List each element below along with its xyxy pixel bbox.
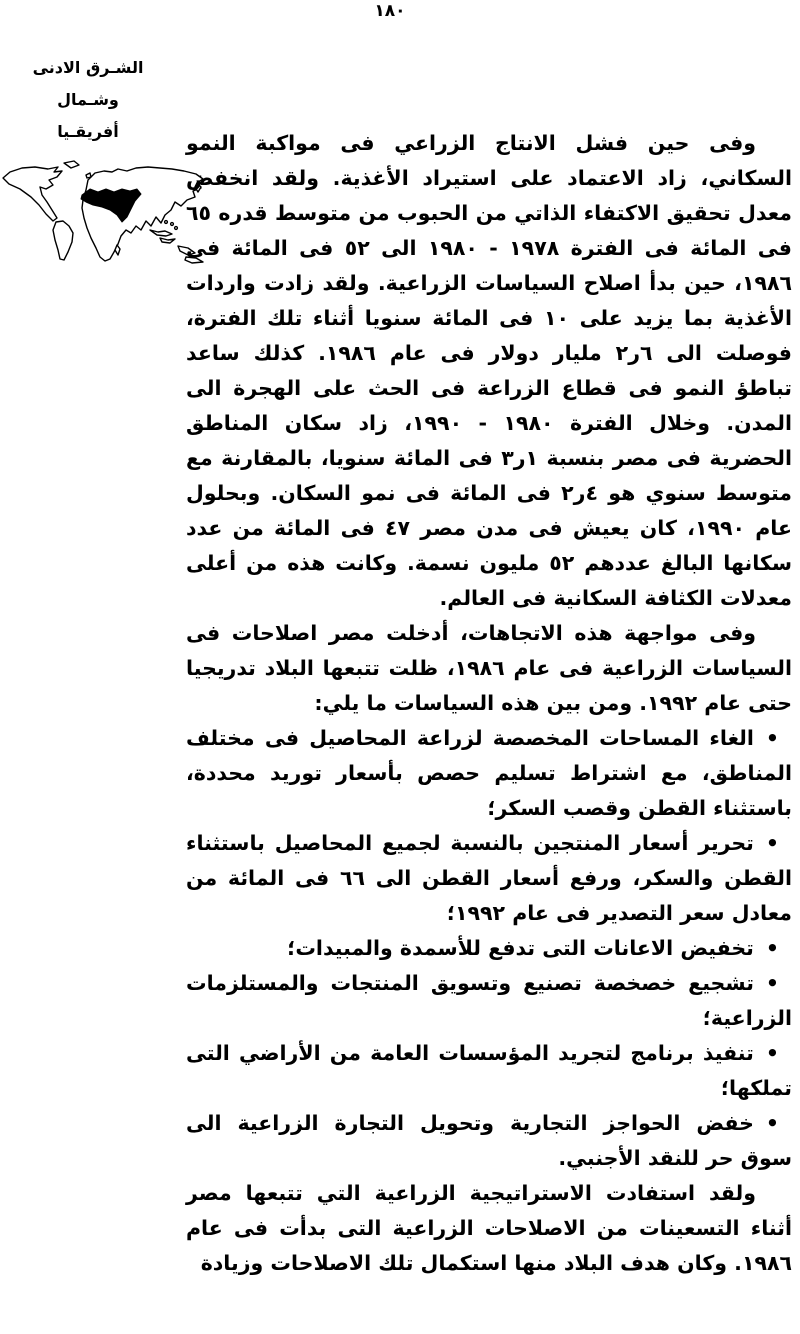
bullet-text: تنفيذ برنامج لتجريد المؤسسات العامة من الأراضي التى تملكها؛: [186, 1041, 792, 1100]
page-number: ١٨٠: [374, 1, 406, 21]
bullet-icon: •: [765, 831, 779, 855]
bullet-item: [186, 1036, 792, 1106]
body-text-column: [186, 126, 792, 1281]
bullet-item: [186, 826, 792, 931]
bullet-item: [186, 721, 792, 826]
world-map-near-east-north-africa-icon: [0, 158, 212, 264]
bullet-item: [186, 1106, 792, 1176]
bullet-icon: •: [765, 1111, 779, 1135]
bullet-text: الغاء المساحات المخصصة لزراعة المحاصيل فى مختلف المناطق، مع اشتراط تسليم حصص بأسعار توريد محددة، باستثناء القطن وقصب السكر؛: [186, 726, 792, 820]
bullet-text: تخفيض الاعانات التى تدفع للأسمدة والمبيدات؛: [287, 936, 754, 960]
bullet-text: تشجيع خصخصة تصنيع وتسويق المنتجات والمستلزمات الزراعية؛: [186, 971, 792, 1030]
region-map-block: [0, 52, 216, 264]
bullet-icon: •: [765, 726, 779, 750]
bullet-item: [186, 931, 792, 966]
bullet-text: تحرير أسعار المنتجين بالنسبة لجميع المحاصيل باستثناء القطن والسكر، ورفع أسعار القطن الى ٦٦ فى المائة من معادل سعر التصدير فى عام ١٩٩٢؛: [186, 831, 792, 925]
bullet-text: خفض الحواجز التجارية وتحويل التجارة الزراعية الى سوق حر للنقد الأجنبي.: [186, 1111, 792, 1170]
bullet-icon: •: [765, 971, 779, 995]
paragraph: ولقد استفادت الاستراتيجية الزراعية التي تتبعها مصر أثناء التسعينات من الاصلاحات الزراعية التى بدأت فى عام ١٩٨٦. وكان هدف البلاد منها استكمال تلك الاصلاحات وزيادة: [186, 1181, 792, 1275]
map-region-label: [8, 52, 168, 148]
paragraph: وفى حين فشل الانتاج الزراعي فى مواكبة النمو السكاني، زاد الاعتماد على استيراد الأغذية. ولقد انخفض معدل تحقيق الاكتفاء الذاتي من الحبوب من متوسط قدره ٦٥ فى المائة فى الفترة ١٩٧٨ - ١٩٨٠ الى ٥٢ فى المائة فى ١٩٨٦، حين بدأ اصلاح السياسات الزراعية. ولقد زادت واردات الأغذية بما يزيد على ١٠ فى المائة سنويا أثناء تلك الفترة، فوصلت الى ٦ر٢ مليار دولار فى عام ١٩٨٦. كذلك ساعد تباطؤ النمو فى قطاع الزراعة فى الحث على الهجرة الى المدن. وخلال الفترة ١٩٨٠ - ١٩٩٠، زاد سكان المناطق الحضرية فى مصر بنسبة ١ر٣ فى المائة سنويا، بالمقارنة مع متوسط سنوي هو ٤ر٢ فى المائة فى نمو السكان. وبحلول عام ١٩٩٠، كان يعيش فى مدن مصر ٤٧ فى المائة من عدد سكانها البالغ عددهم ٥٢ مليون نسمة. وكانت هذه من أعلى معدلات الكثافة السكانية فى العالم.: [186, 131, 793, 610]
paragraph: وفى مواجهة هذه الاتجاهات، أدخلت مصر اصلاحات فى السياسات الزراعية فى عام ١٩٨٦، ظلت تتبعها البلاد تدريجيا حتى عام ١٩٩٢. ومن بين هذه السياسات ما يلي:: [186, 621, 792, 715]
bullet-icon: •: [765, 1041, 779, 1065]
bullet-item: [186, 966, 792, 1036]
map-region-label-line1: الشـرق الادنى وشـمال: [32, 58, 144, 109]
bullet-icon: •: [765, 936, 779, 960]
map-region-label-line2: أفريقـيا: [57, 122, 119, 141]
